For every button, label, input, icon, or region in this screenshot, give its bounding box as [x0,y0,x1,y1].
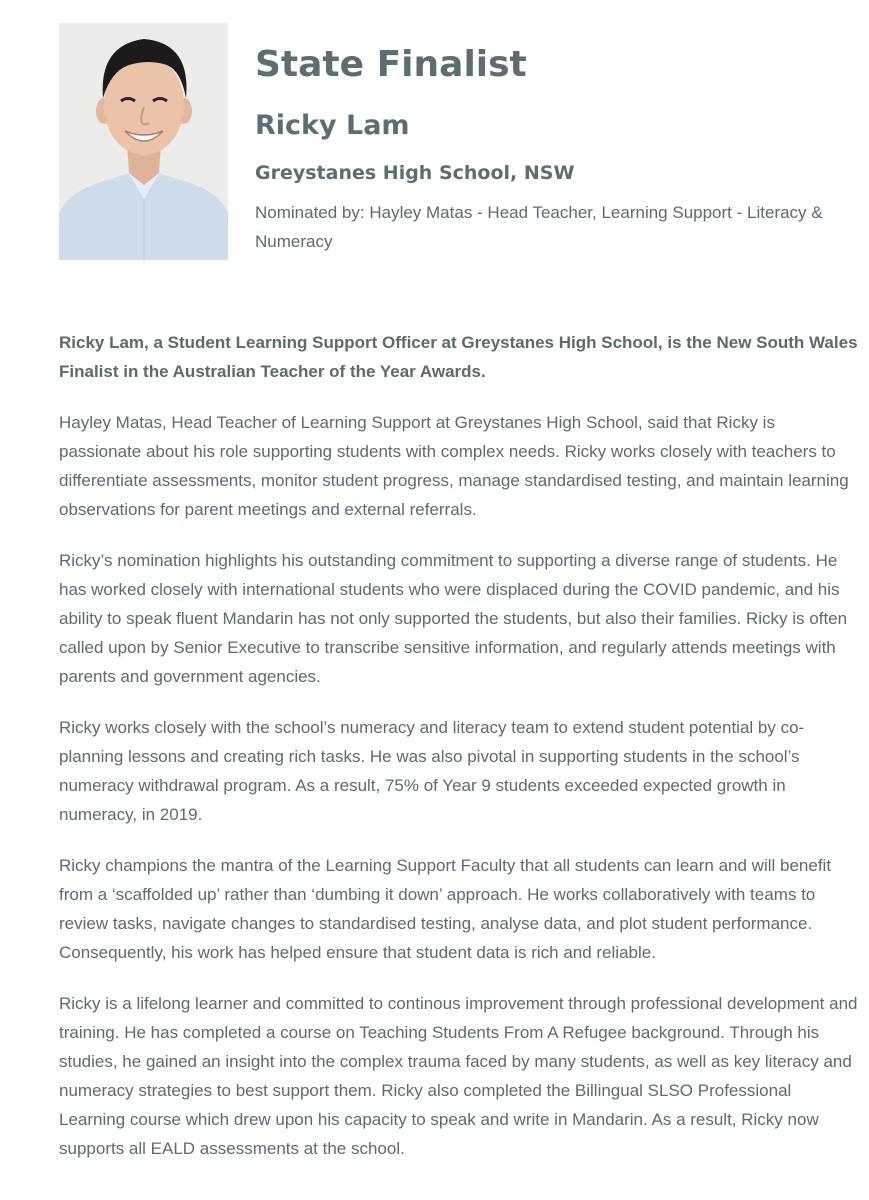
article-paragraph: Ricky champions the mantra of the Learning Support Faculty that all students can learn and will benefit from a ‘scaffolded up’ rather than ‘dumbing it down’ approach. He works collaboratively with teams to review tasks, navigate changes to standardised testing, analyse data, and plot student performance. Consequently, his work has helped ensure that student data is rich and reliable. [59,856,832,962]
article-paragraph: Ricky’s nomination highlights his outstanding commitment to supporting a diverse range of students. He has worked closely with international students who were displaced during the COVID pandemic, and his ability to speak fluent Mandarin has not only supported the students, but also their families. Ricky is often called upon by Senior Executive to transcribe sensitive information, and regularly attends meetings with parents and government agencies. [59,551,848,686]
nominated-by: Nominated by: Hayley Matas - Head Teacher, Learning Support - Literacy & Numeracy [255,203,823,251]
portrait-illustration [59,23,228,260]
article-paragraph: Hayley Matas, Head Teacher of Learning Support at Greystanes High School, said that Ricky is passionate about his role supporting students with complex needs. Ricky works closely with teachers to differentiate assessments, monitor student progress, manage standardised testing, and maintain learning observations for parent meetings and external referrals. [59,413,849,519]
school-name: Greystanes High School, NSW [255,162,575,184]
finalist-name: Ricky Lam [255,110,410,141]
profile-photo [59,23,228,260]
award-title: State Finalist [255,44,527,85]
article-body [59,328,859,1185]
finalist-profile [59,23,859,263]
article-lead: Ricky Lam, a Student Learning Support Officer at Greystanes High School, is the New South Wales Finalist in the Australian Teacher of the Year Awards. [59,333,858,381]
article-paragraph: Ricky works closely with the school’s numeracy and literacy team to extend student potential by co-planning lessons and creating rich tasks. He was also pivotal in supporting students in the school’s numeracy withdrawal program. As a result, 75% of Year 9 students exceeded expected growth in numeracy, in 2019. [59,718,805,824]
article-paragraph: Ricky is a lifelong learner and committed to continous improvement through professional development and training. He has completed a course on Teaching Students From A Refugee background. Through his studies, he gained an insight into the complex trauma faced by many students, as well as key literacy and numeracy strategies to best support them. Ricky also completed the Billingual SLSO Professional Learning course which drew upon his capacity to speak and write in Mandarin. As a result, Ricky now supports all EALD assessments at the school. [59,994,858,1158]
